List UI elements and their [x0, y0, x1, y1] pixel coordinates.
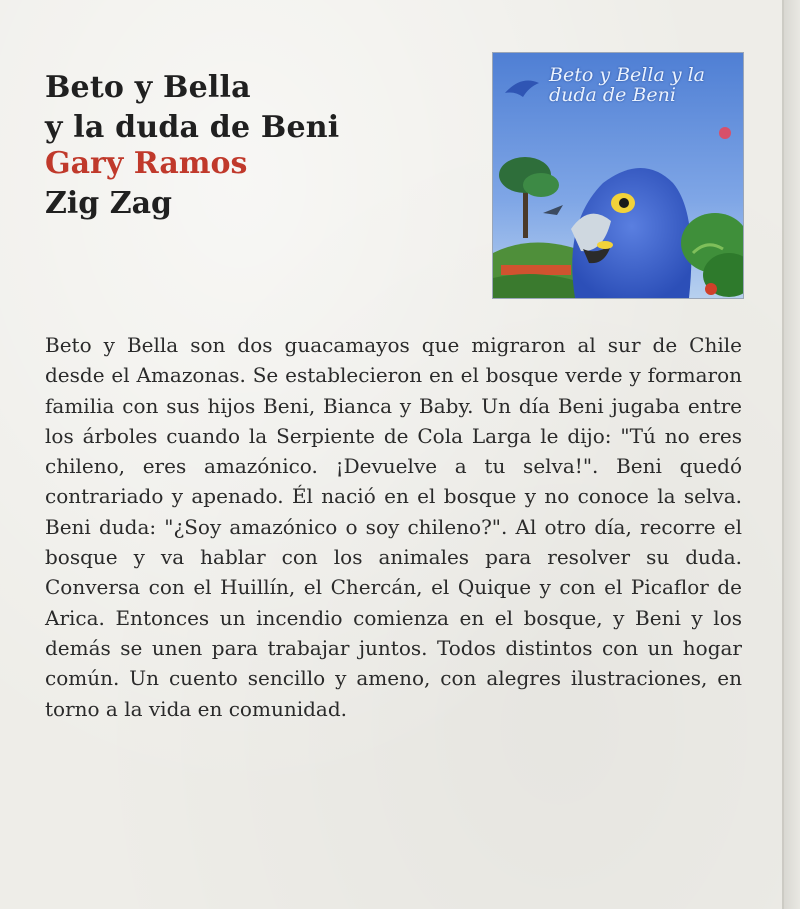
page-fold-line [782, 0, 784, 909]
book-title-line-1: Beto y Bella [45, 70, 251, 105]
book-author: Gary Ramos [45, 146, 248, 181]
book-cover-title: Beto y Bella y la duda de Beni [549, 64, 705, 106]
book-publisher: Zig Zag [45, 186, 173, 221]
book-title-line-2: y la duda de Beni [45, 110, 340, 145]
book-cover-image [492, 52, 744, 299]
book-title [45, 68, 339, 148]
review-body: Beto y Bella son dos guacamayos que migraron al sur de Chile desde el Amazonas. Se establecieron en el bosque verde y formaron familia con sus hijos Beni, Bianca y Baby. Un día Beni jugaba entre los árboles cuando la Serpiente de Cola Larga le dijo: "Tú no eres chileno, eres amazónico. ¡Devuelve a tu selva!". Beni quedó contrariado y apenado. Él nació en el bosque y no conoce la selva. Beni duda: "¿Soy amazónico o soy chileno?". Al otro día, recorre el bosque y va hablar con los animales para resolver su duda. Conversa con el Huillín, el Chercán, el Quique y con el Picaflor de Arica. Entonces un incendio comienza en el bosque, y Beni y los demás se unen para trabajar juntos. Todos distintos con un hogar común. Un cuento sencillo y ameno, con alegres ilustraciones, en torno a la vida en comunidad. [45, 333, 742, 721]
page-edge [784, 0, 800, 909]
